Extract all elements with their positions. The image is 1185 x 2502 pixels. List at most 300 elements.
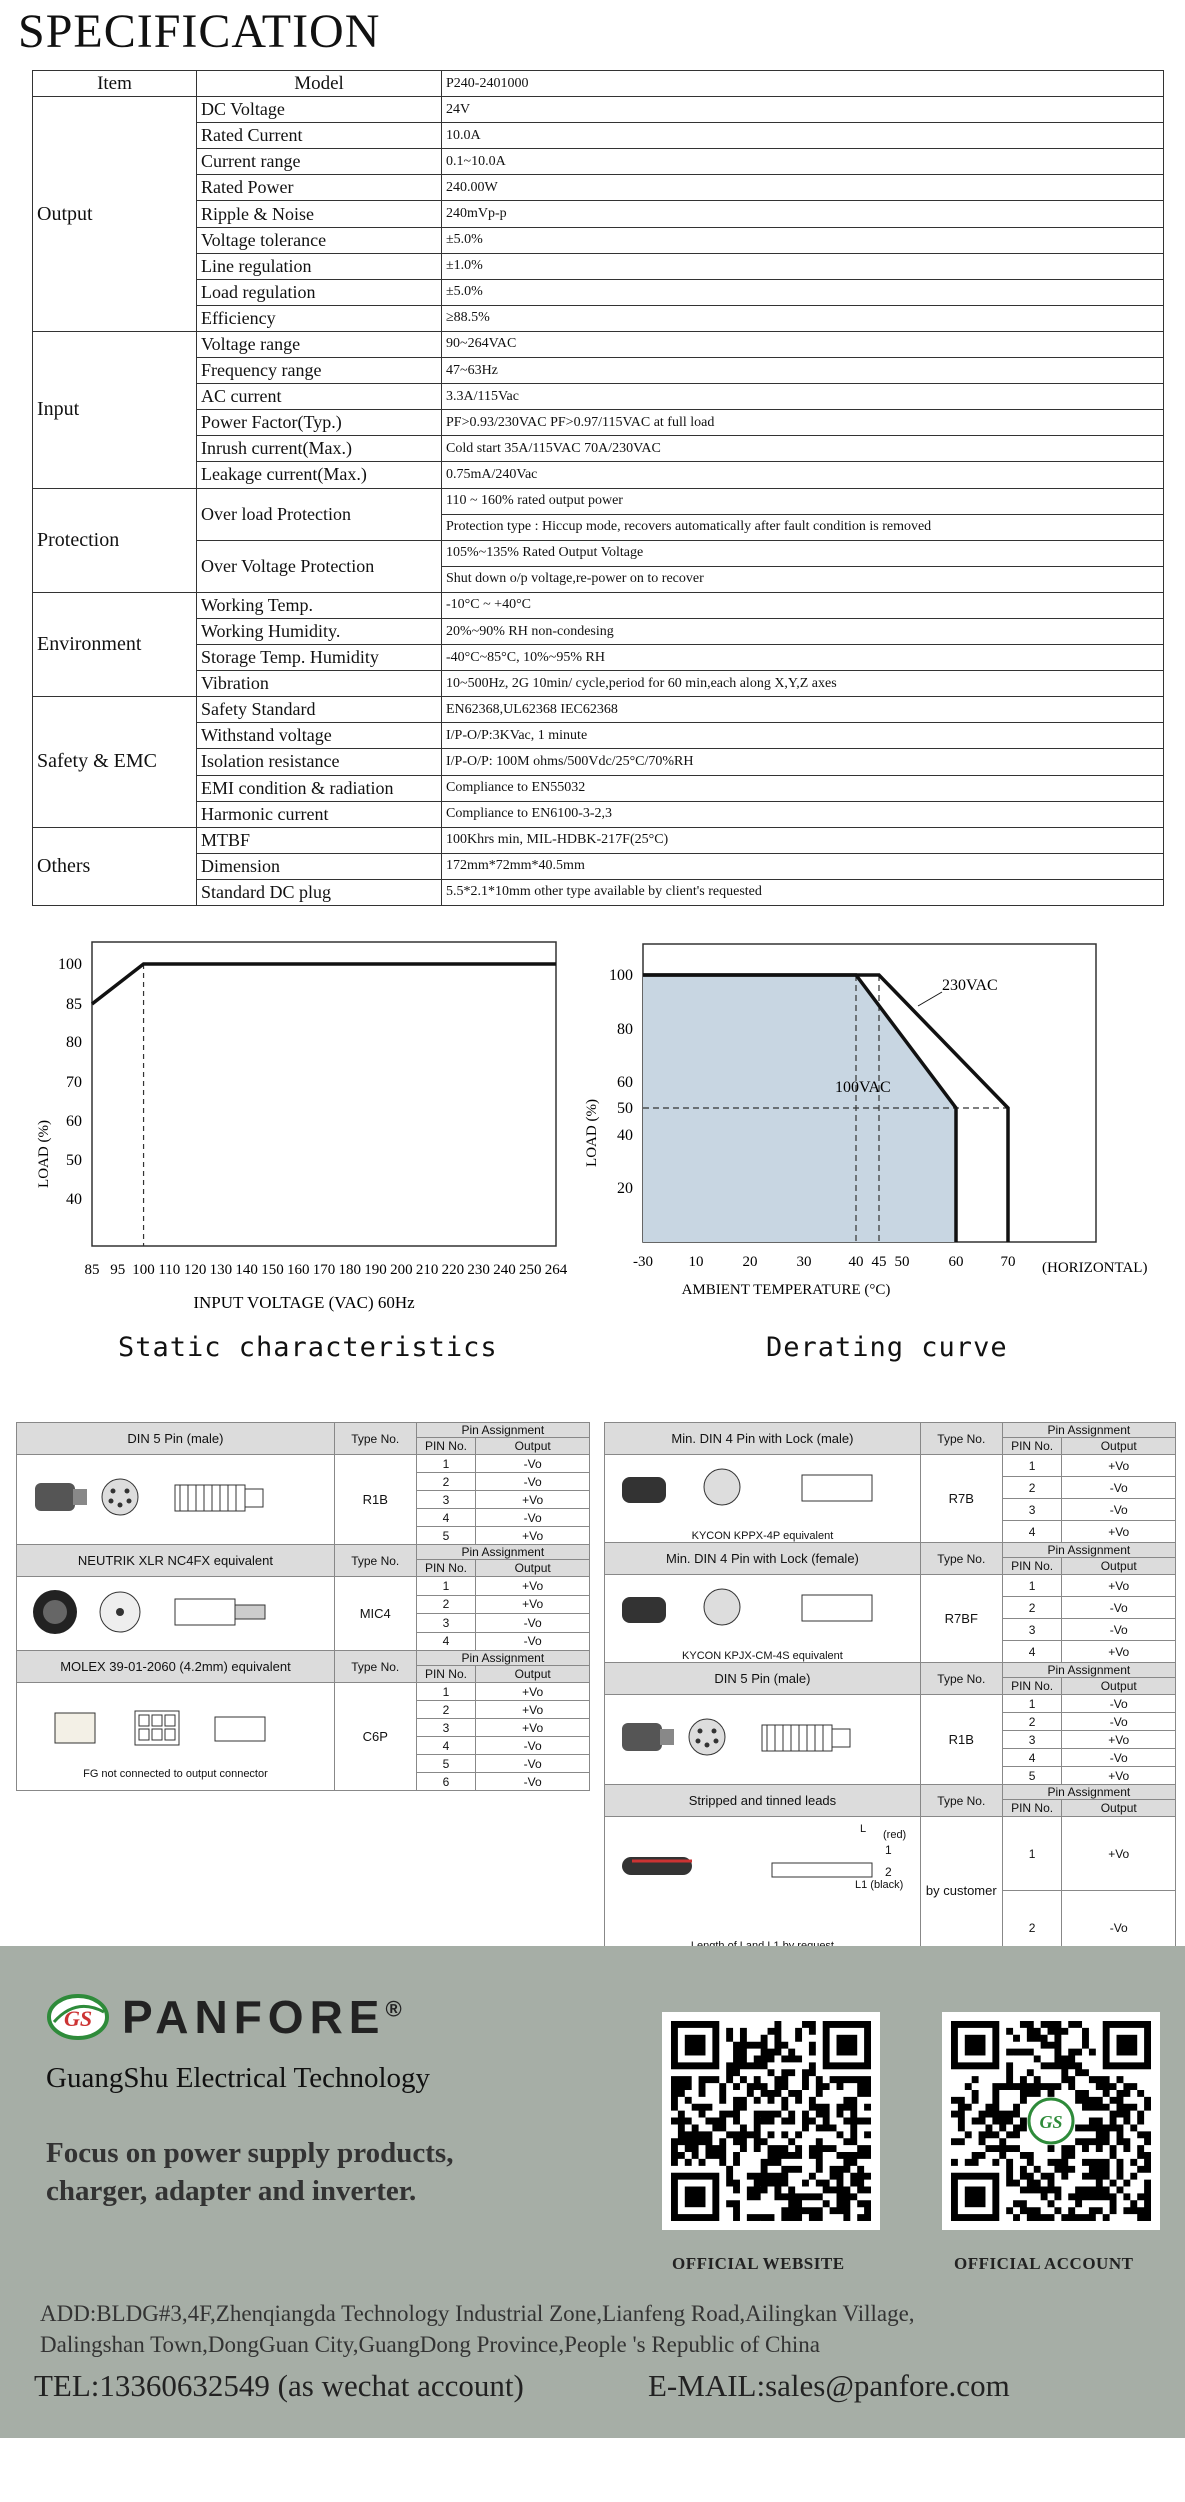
qr-finder (685, 2187, 706, 2208)
pin-number: 3 (416, 1719, 476, 1737)
pin-output: +Vo (1062, 1767, 1176, 1785)
qr-finder (1117, 2035, 1138, 2056)
x-tick-label: 60 (948, 1254, 964, 1270)
spec-parameter: MTBF (197, 827, 442, 853)
telephone: TEL:13360632549 (as wechat account) (34, 2368, 524, 2403)
pin-row (17, 1577, 590, 1596)
pin-number: 4 (416, 1737, 476, 1755)
connector-title: DIN 5 Pin (male) (605, 1663, 921, 1695)
pin-output: -Vo (476, 1509, 590, 1527)
connector-header-row (605, 1663, 1176, 1678)
qr-left-label: OFFICIAL WEBSITE (672, 2254, 845, 2273)
x-tick-label: 130 (209, 1262, 233, 1278)
output-header: Output (1062, 1558, 1176, 1575)
pin-output: -Vo (476, 1737, 590, 1755)
static-characteristics-chart (0, 930, 590, 1320)
connector-header-row (17, 1423, 590, 1438)
pin-output: +Vo (476, 1719, 590, 1737)
connector-image-cell (605, 1575, 921, 1663)
spec-value: Compliance to EN55032 (442, 775, 1164, 801)
pin-output: -Vo (1062, 1695, 1176, 1713)
spec-row (33, 305, 1164, 331)
derating-curve-chart (580, 930, 1185, 1300)
footer (0, 1946, 1185, 2438)
pin-output: -Vo (1062, 1713, 1176, 1731)
connector-header-row (17, 1545, 590, 1560)
pin-assignment-header: Pin Assignment (416, 1651, 589, 1666)
spec-parameter: Rated Power (197, 175, 442, 201)
y-tick-label: 40 (617, 1127, 633, 1144)
pin-number: 1 (416, 1577, 476, 1596)
x-tick-label: 264 (544, 1262, 568, 1278)
address: ADD:BLDG#3,4F,Zhenqiangda Technology Industrial Zone,Lianfeng Road,Ailingkan Village, Dalingshan Town,DongGuan City,GuangDong Province,People 's Republic of China (40, 2301, 915, 2357)
spec-row (33, 436, 1164, 462)
series-label-230vac: 230VAC (942, 977, 998, 994)
spec-row (33, 384, 1164, 410)
spec-parameter: Over load Protection (197, 488, 442, 540)
x-tick-label: 200 (390, 1262, 413, 1278)
x-axis-label: AMBIENT TEMPERATURE (°C) (681, 1282, 891, 1298)
spec-value: 240mVp-p (442, 201, 1164, 227)
spec-value: 100Khrs min, MIL-HDBK-217F(25°C) (442, 827, 1164, 853)
pin-output: -Vo (1062, 1749, 1176, 1767)
x-tick-label: 250 (518, 1262, 542, 1278)
lead-1-label: 1 (885, 1843, 892, 1857)
x-tick-label: 110 (158, 1262, 181, 1278)
spec-parameter: Storage Temp. Humidity (197, 645, 442, 671)
y-tick-label: 80 (617, 1021, 633, 1038)
x-tick-label: 30 (796, 1254, 812, 1270)
x-tick-label: 190 (364, 1262, 387, 1278)
pin-no-header: PIN No. (416, 1666, 476, 1683)
pin-number: 5 (416, 1755, 476, 1773)
type-no: R1B (334, 1455, 416, 1545)
model-header: Model (197, 71, 442, 97)
y-tick-label: 40 (66, 1191, 82, 1208)
pin-number: 3 (1002, 1619, 1062, 1641)
spec-parameter: Safety Standard (197, 697, 442, 723)
connector-note: KYCON KPPX-4P equivalent (691, 1530, 834, 1542)
spec-group-label: Output (33, 97, 197, 332)
spec-parameter: Rated Current (197, 123, 442, 149)
spec-value: EN62368,UL62368 IEC62368 (442, 697, 1164, 723)
y-axis-label: LOAD (%) (584, 1099, 600, 1167)
type-no: R7B (920, 1455, 1002, 1543)
connector-image (612, 1817, 912, 1937)
pin-no-header: PIN No. (416, 1560, 476, 1577)
spec-parameter: DC Voltage (197, 97, 442, 123)
pin-output: +Vo (476, 1595, 590, 1614)
pin-number: 1 (416, 1455, 476, 1473)
type-no-header: Type No. (334, 1651, 416, 1683)
pin-number: 1 (416, 1683, 476, 1701)
spec-group-label: Protection (33, 488, 197, 592)
pin-number: 3 (416, 1491, 476, 1509)
pin-assignment-header: Pin Assignment (1002, 1663, 1175, 1678)
connector-header-row (605, 1423, 1176, 1438)
spec-parameter: Current range (197, 149, 442, 175)
pin-number: 4 (1002, 1521, 1062, 1543)
spec-row (33, 175, 1164, 201)
spec-title: SPECIFICATION (18, 5, 381, 58)
spec-parameter: Working Humidity. (197, 618, 442, 644)
connector-header-row (605, 1543, 1176, 1558)
pin-output: -Vo (1062, 1597, 1176, 1619)
type-no: by customer (920, 1817, 1002, 1965)
spec-row (33, 410, 1164, 436)
connector-image-cell (605, 1817, 921, 1965)
x-tick-label: 100 (132, 1262, 155, 1278)
spec-row (33, 358, 1164, 384)
pin-assignment-header: Pin Assignment (1002, 1785, 1175, 1800)
spec-parameter: Withstand voltage (197, 723, 442, 749)
qr-finder (837, 2035, 858, 2056)
spec-parameter: AC current (197, 384, 442, 410)
type-no: R7BF (920, 1575, 1002, 1663)
spec-value: 3.3A/115Vac (442, 384, 1164, 410)
spec-group-label: Others (33, 827, 197, 905)
spec-value: I/P-O/P:3KVac, 1 minute (442, 723, 1164, 749)
series-label-100vac: 100VAC (835, 1079, 891, 1096)
type-no: R1B (920, 1695, 1002, 1785)
x-tick-label: 45 (871, 1254, 887, 1270)
spec-group-label: Input (33, 331, 197, 488)
spec-parameter: Isolation resistance (197, 749, 442, 775)
spec-row (33, 123, 1164, 149)
pin-number: 3 (1002, 1499, 1062, 1521)
pin-number: 2 (416, 1595, 476, 1614)
x-tick-label: 160 (286, 1262, 310, 1278)
connector-title: Min. DIN 4 Pin with Lock (female) (605, 1543, 921, 1575)
pin-output: -Vo (1062, 1477, 1176, 1499)
spec-parameter: Power Factor(Typ.) (197, 410, 442, 436)
pin-output: -Vo (476, 1773, 590, 1791)
pin-output: +Vo (476, 1577, 590, 1596)
spec-row (33, 201, 1164, 227)
pin-number: 3 (1002, 1731, 1062, 1749)
pin-number: 2 (1002, 1597, 1062, 1619)
x-axis-label: INPUT VOLTAGE (VAC) 60Hz (193, 1293, 415, 1312)
connector-note: FG not connected to output connector (83, 1768, 268, 1780)
pin-number: 2 (416, 1473, 476, 1491)
qr-finder (685, 2035, 706, 2056)
spec-value: 0.1~10.0A (442, 149, 1164, 175)
pin-no-header: PIN No. (416, 1438, 476, 1455)
spec-parameter: Harmonic current (197, 801, 442, 827)
y-axis-label: LOAD (%) (36, 1120, 52, 1188)
connector-header-row (605, 1785, 1176, 1800)
spec-row (33, 331, 1164, 357)
spec-parameter: Voltage tolerance (197, 227, 442, 253)
spec-parameter: Frequency range (197, 358, 442, 384)
connector-title: Stripped and tinned leads (605, 1785, 921, 1817)
pin-output: +Vo (476, 1701, 590, 1719)
connector-table (604, 1422, 1176, 1965)
pin-number: 5 (416, 1527, 476, 1545)
spec-value: Shut down o/p voltage,re-power on to recover (442, 566, 1164, 592)
x-extra-label: (HORIZONTAL) (1042, 1260, 1148, 1276)
spec-value: 172mm*72mm*40.5mm (442, 853, 1164, 879)
spec-value: 20%~90% RH non-condesing (442, 618, 1164, 644)
type-no-header: Type No. (334, 1423, 416, 1455)
x-tick-label: 140 (235, 1262, 258, 1278)
connector-title: NEUTRIK XLR NC4FX equivalent (17, 1545, 335, 1577)
lead-red-label: (red) (883, 1829, 907, 1841)
spec-row (33, 723, 1164, 749)
spec-value: ≥88.5% (442, 305, 1164, 331)
spec-row (33, 253, 1164, 279)
connector-title: MOLEX 39-01-2060 (4.2mm) equivalent (17, 1651, 335, 1683)
spec-row (33, 149, 1164, 175)
pin-output: -Vo (1062, 1619, 1176, 1641)
pin-no-header: PIN No. (1002, 1438, 1062, 1455)
pin-row (605, 1455, 1176, 1477)
pin-output: -Vo (1062, 1891, 1176, 1965)
pin-assignment-header: Pin Assignment (1002, 1543, 1175, 1558)
x-tick-label: 85 (84, 1262, 100, 1278)
spec-row (33, 488, 1164, 514)
pin-output: +Vo (1062, 1575, 1176, 1597)
qr-finder (965, 2187, 986, 2208)
qr-right-label: OFFICIAL ACCOUNT (954, 2254, 1134, 2273)
qr-code-account[interactable] (942, 2012, 1160, 2230)
type-no-header: Type No. (920, 1785, 1002, 1817)
spec-value: 0.75mA/240Vac (442, 462, 1164, 488)
connector-image (25, 1693, 325, 1763)
spec-value: ±5.0% (442, 279, 1164, 305)
spec-value: ±1.0% (442, 253, 1164, 279)
x-tick-label: 40 (848, 1254, 864, 1270)
x-tick-label: 220 (441, 1262, 465, 1278)
spec-value: 90~264VAC (442, 331, 1164, 357)
connector-image (25, 1463, 325, 1533)
pin-output: -Vo (476, 1632, 590, 1651)
y-tick-label: 60 (66, 1113, 82, 1130)
pin-output: +Vo (1062, 1817, 1176, 1891)
pin-number: 4 (416, 1632, 476, 1651)
spec-parameter: Ripple & Noise (197, 201, 442, 227)
lead-2-label: 2 (885, 1865, 892, 1879)
spec-parameter: Vibration (197, 671, 442, 697)
pin-output: +Vo (1062, 1455, 1176, 1477)
spec-parameter: Load regulation (197, 279, 442, 305)
spec-value: Cold start 35A/115VAC 70A/230VAC (442, 436, 1164, 462)
pin-row (17, 1683, 590, 1701)
y-tick-label: 100 (58, 956, 82, 973)
connector-image-cell (17, 1455, 335, 1545)
pin-output: +Vo (1062, 1641, 1176, 1663)
pin-output: -Vo (1062, 1499, 1176, 1521)
spec-row (33, 592, 1164, 618)
pin-row (605, 1695, 1176, 1713)
spec-row (33, 279, 1164, 305)
connector-header-row (17, 1651, 590, 1666)
connector-title: Min. DIN 4 Pin with Lock (male) (605, 1423, 921, 1455)
spec-value: 24V (442, 97, 1164, 123)
y-tick-label: 85 (66, 996, 82, 1013)
spec-parameter: Line regulation (197, 253, 442, 279)
pin-no-header: PIN No. (1002, 1678, 1062, 1695)
spec-value: 110 ~ 160% rated output power (442, 488, 1164, 514)
type-no-header: Type No. (920, 1423, 1002, 1455)
x-tick-label: 210 (415, 1262, 439, 1278)
pin-output: -Vo (476, 1755, 590, 1773)
pin-output: +Vo (1062, 1521, 1176, 1543)
spec-value: -40°C~85°C, 10%~95% RH (442, 645, 1164, 671)
y-tick-label: 50 (66, 1152, 82, 1169)
y-tick-label: 80 (66, 1034, 82, 1051)
pin-no-header: PIN No. (1002, 1800, 1062, 1817)
pin-assignment-header: Pin Assignment (1002, 1423, 1175, 1438)
pin-number: 2 (1002, 1891, 1062, 1965)
spec-row (33, 618, 1164, 644)
type-no: C6P (334, 1683, 416, 1791)
type-no-header: Type No. (920, 1543, 1002, 1575)
spec-value: I/P-O/P: 100M ohms/500Vdc/25°C/70%RH (442, 749, 1164, 775)
output-header: Output (1062, 1800, 1176, 1817)
focus-text: Focus on power supply products, charger, adapter and inverter. (46, 2137, 454, 2207)
connector-image-cell (17, 1577, 335, 1651)
connector-title: DIN 5 Pin (male) (17, 1423, 335, 1455)
y-tick-label: 100 (609, 967, 633, 984)
connector-image (612, 1455, 912, 1525)
y-tick-label: 20 (617, 1180, 633, 1197)
pin-row (605, 1575, 1176, 1597)
pin-assignment-header: Pin Assignment (416, 1423, 589, 1438)
gs-logo-icon (46, 1992, 110, 2042)
connector-image-cell (605, 1695, 921, 1785)
pin-number: 2 (1002, 1713, 1062, 1731)
spec-value: 10.0A (442, 123, 1164, 149)
pin-number: 1 (1002, 1575, 1062, 1597)
output-header: Output (476, 1438, 590, 1455)
output-header: Output (476, 1666, 590, 1683)
static-chart-caption: Static characteristics (118, 1332, 498, 1363)
pin-output: -Vo (476, 1455, 590, 1473)
spec-group-label: Safety & EMC (33, 697, 197, 827)
pin-output: -Vo (476, 1473, 590, 1491)
spec-parameter: Voltage range (197, 331, 442, 357)
spec-value: 10~500Hz, 2G 10min/ cycle,period for 60 min,each along X,Y,Z axes (442, 671, 1164, 697)
connector-image (25, 1577, 325, 1647)
y-tick-label: 60 (617, 1074, 633, 1091)
spec-parameter: Working Temp. (197, 592, 442, 618)
spec-row (33, 462, 1164, 488)
pin-number: 4 (416, 1509, 476, 1527)
brand (46, 1990, 408, 2044)
pin-number: 5 (1002, 1767, 1062, 1785)
pin-number: 6 (416, 1773, 476, 1791)
qr-code-website[interactable] (662, 2012, 880, 2230)
spec-row (33, 801, 1164, 827)
spec-row (33, 853, 1164, 879)
qr-finder (965, 2035, 986, 2056)
spec-row (33, 645, 1164, 671)
spec-value: 105%~135% Rated Output Voltage (442, 540, 1164, 566)
pin-row (17, 1455, 590, 1473)
gs-logo-text: GS (63, 2006, 93, 2031)
spec-parameter: EMI condition & radiation (197, 775, 442, 801)
x-tick-label: 95 (110, 1262, 126, 1278)
spec-value: Compliance to EN6100-3-2,3 (442, 801, 1164, 827)
spec-parameter: Standard DC plug (197, 879, 442, 905)
pin-number: 2 (416, 1701, 476, 1719)
spec-row (33, 879, 1164, 905)
brand-name: PANFORE® (122, 1991, 408, 2043)
output-header: Output (1062, 1438, 1176, 1455)
spec-value: Protection type : Hiccup mode, recovers automatically after fault condition is removed (442, 514, 1164, 540)
spec-value: -10°C ~ +40°C (442, 592, 1164, 618)
connector-note: KYCON KPJX-CM-4S equivalent (682, 1650, 843, 1662)
pin-number: 1 (1002, 1817, 1062, 1891)
pin-row (605, 1817, 1176, 1891)
output-header: Output (476, 1560, 590, 1577)
spec-row (33, 749, 1164, 775)
spec-row (33, 540, 1164, 566)
spec-row (33, 775, 1164, 801)
spec-row (33, 97, 1164, 123)
company-name: GuangShu Electrical Technology (46, 2062, 430, 2094)
x-tick-label: 240 (493, 1262, 516, 1278)
pin-no-header: PIN No. (1002, 1558, 1062, 1575)
derating-chart-caption: Derating curve (766, 1332, 1008, 1363)
x-tick-label: 70 (1000, 1254, 1016, 1270)
spec-parameter: Inrush current(Max.) (197, 436, 442, 462)
type-no-header: Type No. (920, 1663, 1002, 1695)
connector-image-cell (605, 1455, 921, 1543)
qr-logo-text: GS (1039, 2112, 1063, 2132)
pin-number: 2 (1002, 1477, 1062, 1499)
x-tick-label: 180 (338, 1262, 362, 1278)
connector-image-cell (17, 1683, 335, 1791)
spec-row (33, 227, 1164, 253)
x-tick-label: 150 (261, 1262, 284, 1278)
spec-parameter: Over Voltage Protection (197, 540, 442, 592)
spec-group-label: Environment (33, 592, 197, 696)
spec-value: ±5.0% (442, 227, 1164, 253)
plot-area (92, 942, 556, 1246)
spec-parameter: Leakage current(Max.) (197, 462, 442, 488)
spec-value: 5.5*2.1*10mm other type available by client's requested (442, 879, 1164, 905)
spec-parameter: Efficiency (197, 305, 442, 331)
pin-output: +Vo (476, 1491, 590, 1509)
x-tick-label: 10 (688, 1254, 704, 1270)
email: E-MAIL:sales@panfore.com (648, 2368, 1010, 2403)
connector-table (16, 1422, 590, 1791)
pin-number: 1 (1002, 1695, 1062, 1713)
spec-table (32, 70, 1164, 906)
pin-assignment-header: Pin Assignment (416, 1545, 589, 1560)
pin-number: 4 (1002, 1641, 1062, 1663)
pin-number: 3 (416, 1614, 476, 1633)
pin-output: +Vo (476, 1683, 590, 1701)
x-tick-label: 20 (742, 1254, 758, 1270)
pin-number: 1 (1002, 1455, 1062, 1477)
x-tick-label: 170 (312, 1262, 336, 1278)
type-no: MIC4 (334, 1577, 416, 1651)
connector-image (612, 1703, 912, 1773)
connector-image (612, 1575, 912, 1645)
x-tick-label: -30 (633, 1254, 653, 1270)
pin-output: -Vo (476, 1614, 590, 1633)
pin-output: +Vo (476, 1527, 590, 1545)
x-tick-label: 120 (183, 1262, 207, 1278)
pin-output: +Vo (1062, 1731, 1176, 1749)
spec-value: 47~63Hz (442, 358, 1164, 384)
spec-row (33, 697, 1164, 723)
lead-black-label: L1 (black) (855, 1879, 904, 1891)
spec-header-row (33, 71, 1164, 97)
